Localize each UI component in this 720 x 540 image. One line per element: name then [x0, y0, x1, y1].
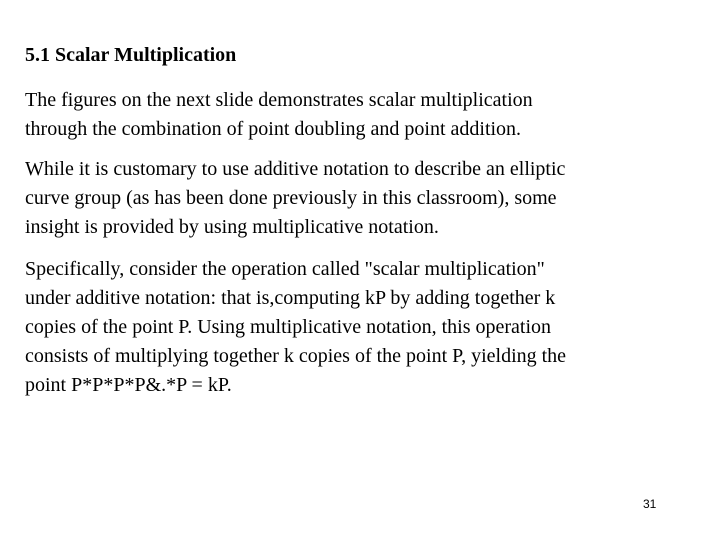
paragraph-point-doubling: [25, 86, 695, 144]
paragraph-line: copies of the point P. Using multiplicative notation, this operation: [25, 316, 552, 338]
paragraph-line: insight is provided by using multiplicative notation.: [25, 216, 439, 238]
paragraph-scalar-multiplication: [25, 255, 695, 400]
paragraph-line: The figures on the next slide demonstrates scalar multiplication: [25, 89, 533, 111]
paragraph-line: under additive notation: that is,computing kP by adding together k: [25, 287, 556, 309]
paragraph-line: consists of multiplying together k copies of the point P, yielding the: [25, 345, 567, 367]
paragraph-line: through the combination of point doubling and point addition.: [25, 118, 522, 140]
page-number: 31: [643, 497, 657, 511]
paragraph-notation: [25, 155, 695, 242]
paragraph-line: curve group (as has been done previously in this classroom), some: [25, 187, 557, 209]
paragraph-line: While it is customary to use additive notation to describe an elliptic: [25, 158, 566, 180]
slide-title: 5.1 Scalar Multiplication: [25, 44, 237, 66]
paragraph-line: Specifically, consider the operation called "scalar multiplication": [25, 258, 545, 280]
paragraph-line: point P*P*P*P&.*P = kP.: [25, 374, 232, 396]
